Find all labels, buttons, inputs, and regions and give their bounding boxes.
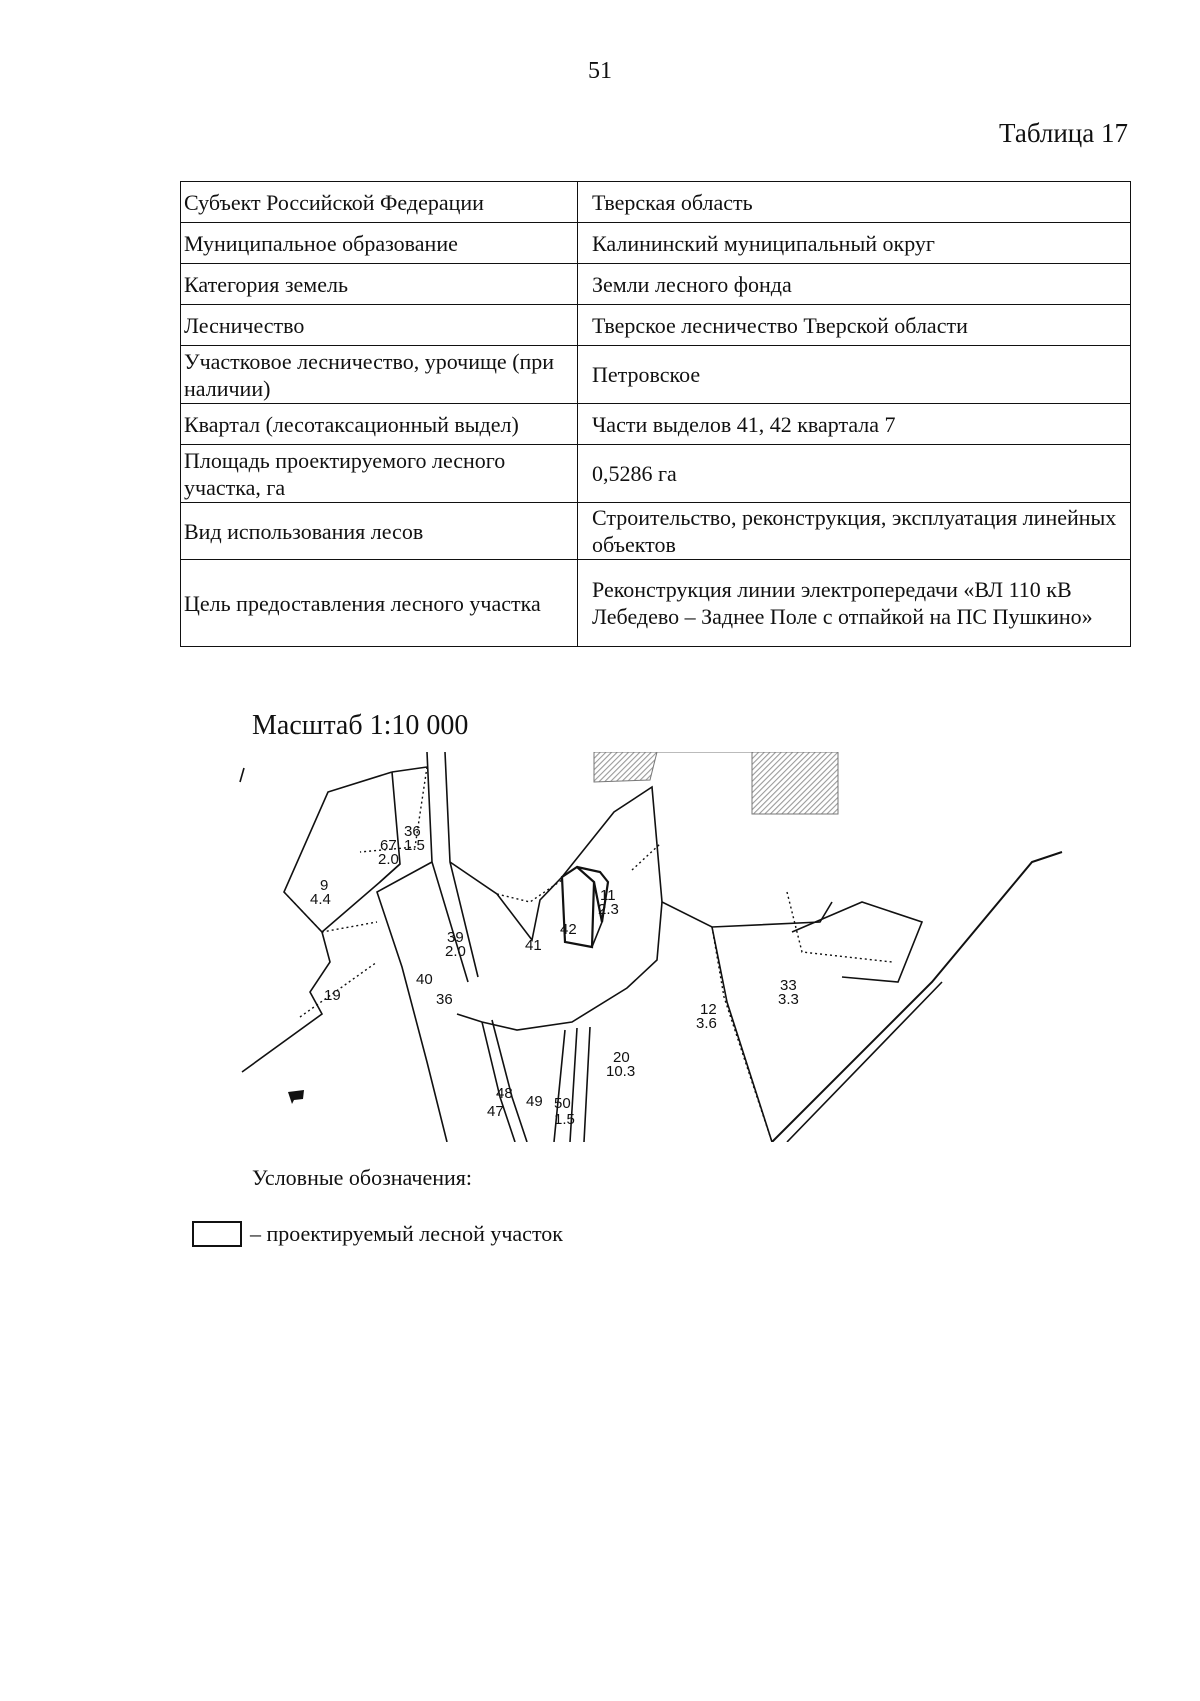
label-9: 9 (320, 877, 329, 894)
label-67: 67 (380, 837, 397, 854)
row-label: Площадь проектируемого лесного участка, га (181, 445, 578, 503)
label-9-area: 4.4 (310, 891, 331, 908)
row-value: Реконструкция линии электропередачи «ВЛ 110 кВ Лебедево – Заднее Поле с отпайкой на ПС Пушкино» (578, 560, 1131, 647)
label-33: 33 (780, 977, 797, 994)
label-41: 41 (525, 937, 542, 954)
legend-title: Условные обозначения: (252, 1165, 473, 1190)
table-row (181, 182, 1131, 223)
label-33-area: 3.3 (778, 991, 799, 1008)
table-row (181, 560, 1131, 647)
hatched-area-top (594, 752, 752, 782)
table-row (181, 503, 1131, 560)
label-50: 50 (554, 1095, 571, 1112)
table-row (181, 404, 1131, 445)
map-scale-label: Масштаб 1:10 000 (252, 710, 469, 741)
hatched-area-right (752, 752, 838, 814)
row-value: Петровское (578, 346, 1131, 404)
label-11: 11 (600, 887, 616, 904)
label-36: 36 (404, 823, 421, 840)
row-label: Субъект Российской Федерации (181, 182, 578, 223)
label-36-lower: 36 (436, 991, 453, 1008)
boundary-19 (242, 932, 330, 1072)
forest-parcel-map (232, 752, 1112, 1142)
row-label: Муниципальное образование (181, 223, 578, 264)
legend-parcel-swatch (192, 1221, 242, 1247)
label-39-area: 2.0 (445, 943, 466, 960)
row-value: Калининский муниципальный округ (578, 223, 1131, 264)
row-value: 0,5286 га (578, 445, 1131, 503)
table-row (181, 346, 1131, 404)
row-label: Категория земель (181, 264, 578, 305)
row-value: Тверское лесничество Тверской области (578, 305, 1131, 346)
label-39: 39 (447, 929, 464, 946)
row-label: Вид использования лесов (181, 503, 578, 560)
powerline (772, 852, 1062, 1142)
label-12-area: 3.6 (696, 1015, 717, 1032)
table-row (181, 264, 1131, 305)
row-value: Тверская область (578, 182, 1131, 223)
label-19: 19 (324, 987, 341, 1004)
label-47: 47 (487, 1103, 504, 1120)
label-20: 20 (613, 1049, 630, 1066)
row-value: Земли лесного фонда (578, 264, 1131, 305)
label-48: 48 (496, 1085, 513, 1102)
label-20-area: 10.3 (606, 1063, 636, 1080)
label-40: 40 (416, 971, 433, 988)
map-corner-mark (288, 1090, 304, 1104)
label-50-area: 1.5 (554, 1111, 575, 1128)
label-12: 12 (700, 1001, 717, 1018)
boundary-48 (482, 1020, 527, 1142)
row-value: Части выделов 41, 42 квартала 7 (578, 404, 1131, 445)
table-row (181, 445, 1131, 503)
label-67-area: 2.0 (378, 851, 399, 868)
label-36-area: 1.5 (404, 837, 425, 854)
boundary-12 (712, 927, 772, 1142)
page-number: 51 (588, 58, 612, 84)
row-label: Квартал (лесотаксационный выдел) (181, 404, 578, 445)
label-42: 42 (560, 921, 577, 938)
boundary-33 (792, 902, 922, 982)
legend-item (192, 1221, 563, 1247)
legend-item-label: – проектируемый лесной участок (250, 1221, 563, 1246)
table-row (181, 305, 1131, 346)
label-11-area: 2.3 (598, 901, 619, 918)
table-caption: Таблица 17 (999, 118, 1128, 148)
row-value: Строительство, реконструкция, эксплуатация линейных объектов (578, 503, 1131, 560)
label-49: 49 (526, 1093, 543, 1110)
table-row (181, 223, 1131, 264)
row-label: Лесничество (181, 305, 578, 346)
row-label: Участковое лесничество, урочище (при наличии) (181, 346, 578, 404)
row-label: Цель предоставления лесного участка (181, 560, 578, 647)
parcel-info-table (180, 181, 1131, 647)
